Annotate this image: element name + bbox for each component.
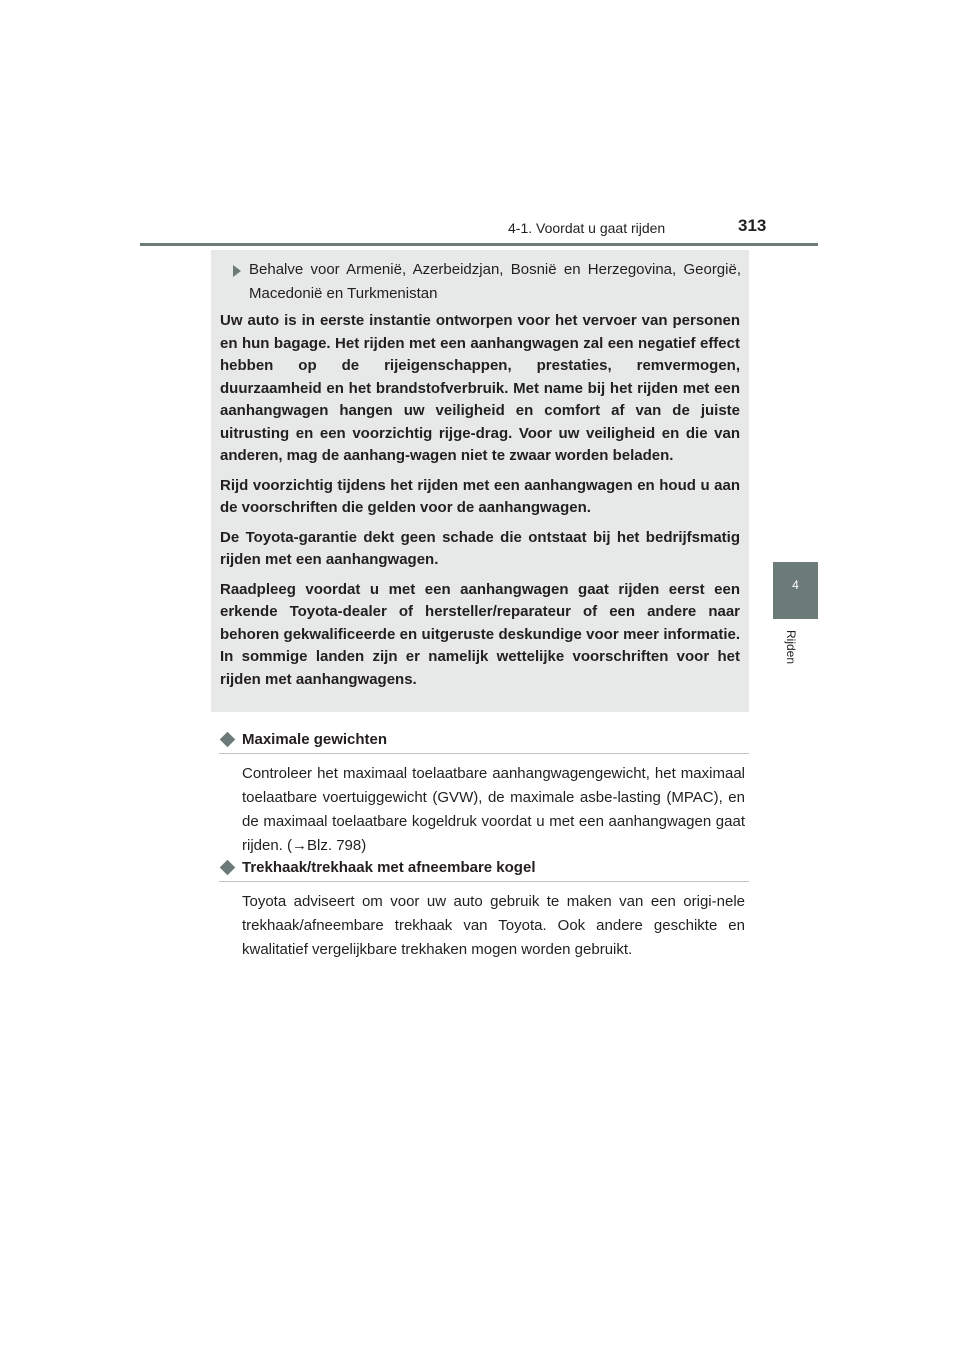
notice-paragraph: Uw auto is in eerste instantie ontworpen voor het vervoer van personen en hun bagage. Het rijden met een aanhangwagen zal een negatief effect hebben op de rijeigenschappen, prestaties, remvermogen, duurzaamheid en het brandstofverbruik. Met name bij het rijden met een aanhangwagen hangen uw veiligheid en comfort af van de juiste uitrusting en een voorzichtig rijge-drag. Voor uw veiligheid en die van anderen, mag de aanhang-wagen niet te zwaar worden beladen. [220,312,740,464]
section-heading-towbar [219,859,749,882]
chapter-tab [773,562,818,619]
diamond-bullet-icon [220,860,236,876]
notice-paragraph: Rijd voorzichtig tijdens het rijden met een aanhangwagen en houd u aan de voorschriften die gelden voor de aanhangwagen. [220,476,740,516]
chapter-label: Rijden [784,630,798,665]
section-body-max-weights: Controleer het maximaal toelaatbare aanhangwagengewicht, het maximaal toelaatbare voertuiggewicht (GVW), de maximale asbe-lasting (MPAC), en de maximaal toelaatbare kogeldruk voordat u met een aanhangwagen gaat rijden. (→Blz. 798) [242,765,745,854]
applies-to-row [231,258,741,306]
section-heading-text: Maximale gewichten [242,731,388,748]
applies-to-text: Behalve voor Armenië, Azerbeidzjan, Bosnië en Herzegovina, Georgië, Macedonië en Turkmenistan [249,261,741,302]
section-heading-text: Trekhaak/trekhaak met afneembare kogel [242,859,536,876]
arrow-right-icon [233,265,241,277]
section-body-towbar: Toyota adviseert om voor uw auto gebruik te maken van een origi-nele trekhaak/afneembare trekhaak van Toyota. Ook andere geschikte en kwalitatief vergelijkbare trekhaken mogen worden gebruikt. [242,893,745,958]
chapter-number: 4 [792,578,799,592]
notice-paragraphs [220,310,740,698]
page-header-section: 4-1. Voordat u gaat rijden [508,220,666,236]
header-rule [140,243,818,246]
diamond-bullet-icon [220,732,236,748]
section-heading-max-weights [219,731,749,754]
page-number: 313 [738,216,767,235]
notice-paragraph: Raadpleeg voordat u met een aanhangwagen gaat rijden eerst een erkende Toyota-dealer of hersteller/reparateur of een andere naar behoren gekwalificeerde en uitgeruste deskundige voor meer informatie. In sommige landen zijn er namelijk wettelijke voorschriften voor het rijden met aanhangwagens. [220,580,740,688]
notice-paragraph: De Toyota-garantie dekt geen schade die ontstaat bij het bedrijfsmatig rijden met een aanhangwagen. [220,528,740,568]
